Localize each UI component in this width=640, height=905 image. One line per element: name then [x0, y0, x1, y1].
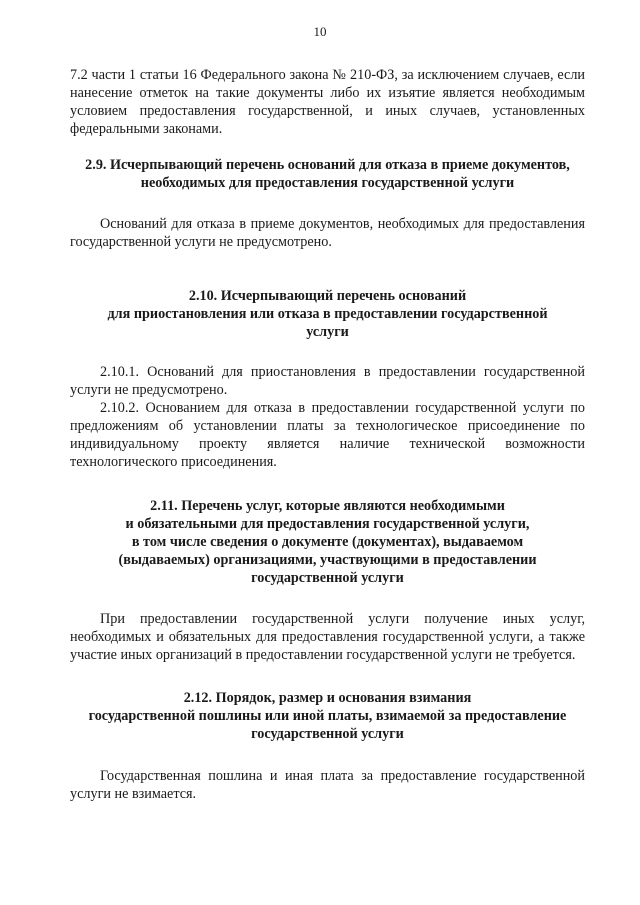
heading-line: необходимых для предоставления государственной услуги	[140, 175, 515, 191]
heading-line: 2.9. Исчерпывающий перечень оснований для отказа в приеме документов,	[85, 157, 570, 173]
heading-line: в том числе сведения о документе (документах), выдаваемом	[131, 534, 524, 550]
heading-line: (выдаваемых) организациями, участвующими в предоставлении	[118, 552, 537, 568]
heading-line: 2.11. Перечень услуг, которые являются необходимыми	[150, 498, 505, 514]
page-number: 10	[313, 24, 327, 39]
section-2-10-2-paragraph: 2.10.2. Основанием для отказа в предоставлении государственной услуги по предложениям об установлении платы за технологическое присоединение по индивидуальному проекту является наличие технической возможности технологического присоединения.	[70, 400, 585, 470]
heading-line: и обязательными для предоставления государственной услуги,	[125, 516, 530, 532]
heading-line: государственной услуги	[251, 726, 404, 742]
section-2-9-paragraph: Оснований для отказа в приеме документов, необходимых для предоставления государственной услуги не предусмотрено.	[70, 216, 585, 250]
section-2-11-heading	[70, 497, 585, 587]
section-2-11-paragraph: При предоставлении государственной услуги получение иных услуг, необходимых и обязательных для предоставления государственной услуги, а также участие иных организаций в предоставлении государственной услуги не требуется.	[70, 611, 585, 663]
heading-line: для приостановления или отказа в предоставлении государственной	[107, 306, 548, 322]
heading-line: 2.10. Исчерпывающий перечень оснований	[188, 288, 467, 304]
section-2-12-paragraph: Государственная пошлина и иная плата за предоставление государственной услуги не взимается.	[70, 768, 585, 802]
heading-line: государственной услуги	[251, 570, 404, 586]
section-2-12-heading	[70, 689, 585, 743]
section-2-9-heading	[70, 156, 585, 192]
intro-paragraph: 7.2 части 1 статьи 16 Федерального закона № 210-ФЗ, за исключением случаев, если нанесение отметок на такие документы либо их изъятие является необходимым условием предоставления государственной, и иных случаев, установленных федеральными законами.	[70, 67, 585, 137]
section-2-10-1-paragraph: 2.10.1. Оснований для приостановления в предоставлении государственной услуги не предусмотрено.	[70, 364, 585, 398]
heading-line: услуги	[306, 324, 349, 340]
heading-line: 2.12. Порядок, размер и основания взимания	[183, 690, 472, 706]
section-2-10-heading	[70, 287, 585, 341]
heading-line: государственной пошлины или иной платы, взимаемой за предоставление	[88, 708, 567, 724]
document-body	[70, 66, 585, 803]
